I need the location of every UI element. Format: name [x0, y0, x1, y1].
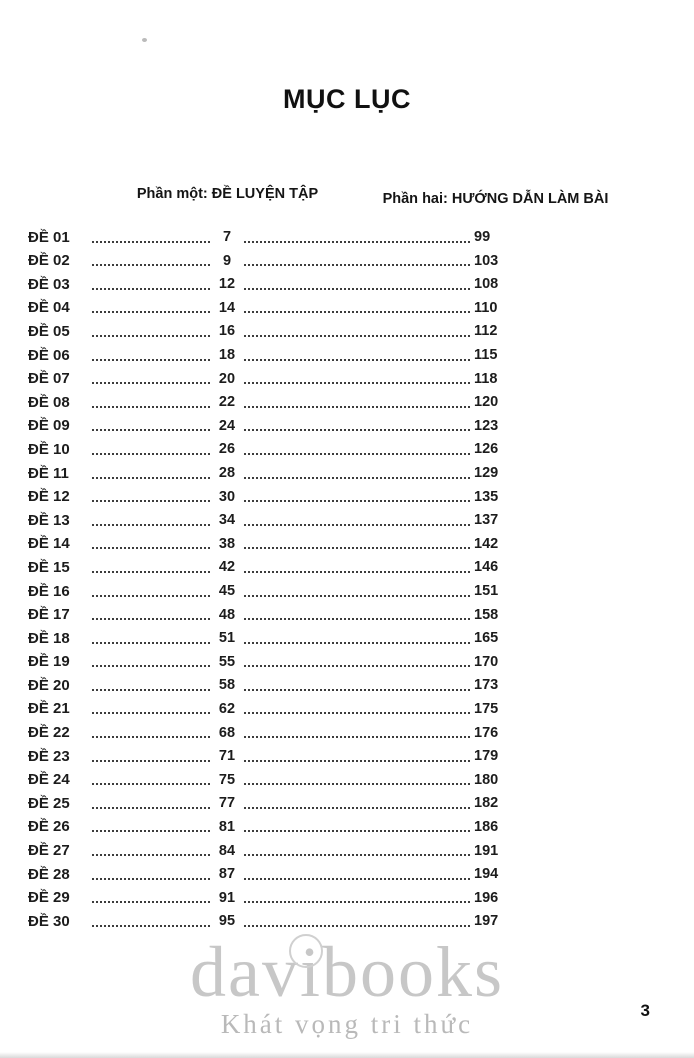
- toc-row-label: ĐỀ 08: [28, 393, 70, 411]
- scan-artifact: [142, 38, 147, 42]
- dotted-leader: [244, 642, 470, 644]
- dotted-leader: [244, 595, 470, 597]
- toc-row: [28, 339, 510, 363]
- dotted-leader: [92, 736, 210, 738]
- toc-page-part1: 81: [218, 818, 236, 835]
- toc-page-part2: 196: [474, 889, 499, 906]
- toc-page-part2: 197: [474, 913, 499, 930]
- toc-row-label: ĐỀ 28: [28, 865, 70, 883]
- dotted-leader: [92, 359, 210, 361]
- dotted-leader: [92, 878, 210, 880]
- dotted-leader: [92, 689, 210, 691]
- dotted-leader: [244, 925, 470, 927]
- toc-page-part2: 194: [474, 866, 499, 883]
- dotted-leader: [244, 382, 470, 384]
- toc-row: [28, 315, 510, 339]
- dotted-leader: [92, 429, 210, 431]
- dotted-leader: [244, 288, 470, 290]
- toc-page-part2: 110: [474, 299, 498, 316]
- toc-page-part1: 12: [218, 276, 236, 293]
- toc-page-part1: 84: [218, 842, 236, 859]
- toc-page-part2: 120: [474, 394, 499, 411]
- dotted-leader: [244, 878, 470, 880]
- toc-page-part2: 108: [474, 276, 499, 293]
- toc-row: [28, 433, 510, 457]
- dotted-leader: [92, 665, 210, 667]
- toc-page-part2: 115: [474, 347, 498, 364]
- toc-page-part2: 129: [474, 465, 499, 482]
- toc-page-part1: 71: [218, 748, 236, 765]
- toc-row: [28, 858, 510, 882]
- column-header-part-two: Phần hai: HƯỚNG DẪN LÀM BÀI: [382, 191, 609, 207]
- toc-page-part2: 112: [474, 323, 498, 340]
- toc-page-part1: 22: [218, 394, 236, 411]
- dotted-leader: [244, 335, 470, 337]
- dotted-leader: [92, 547, 210, 549]
- toc-page-part1: 14: [218, 299, 236, 316]
- toc-page-part1: 91: [218, 889, 236, 906]
- dotted-leader: [244, 241, 470, 243]
- toc-row-label: ĐỀ 25: [28, 794, 70, 812]
- toc-page-part1: 7: [222, 229, 232, 246]
- toc-page-part2: 173: [474, 677, 499, 694]
- toc-row-label: ĐỀ 22: [28, 724, 70, 742]
- toc-row: [28, 882, 510, 906]
- toc-page-part1: 26: [218, 441, 236, 458]
- dotted-leader: [92, 571, 210, 573]
- toc-row: [28, 528, 510, 552]
- toc-row: [28, 268, 510, 292]
- dotted-leader: [92, 335, 210, 337]
- toc-row-label: ĐỀ 07: [28, 370, 70, 388]
- toc-row-label: ĐỀ 06: [28, 346, 70, 364]
- toc-page-part2: 146: [474, 559, 499, 576]
- toc-row-label: ĐỀ 04: [28, 299, 70, 317]
- dotted-leader: [92, 642, 210, 644]
- toc-row-label: ĐỀ 29: [28, 889, 70, 907]
- toc-row-label: ĐỀ 13: [28, 511, 70, 529]
- dotted-leader: [92, 241, 210, 243]
- toc-row-label: ĐỀ 15: [28, 558, 70, 576]
- toc-page-part2: 182: [474, 795, 499, 812]
- toc-page-part2: 175: [474, 700, 499, 717]
- toc-page-part1: 20: [218, 370, 236, 387]
- dotted-leader: [244, 406, 470, 408]
- dotted-leader: [244, 547, 470, 549]
- toc-row: [28, 622, 510, 646]
- toc-row-label: ĐỀ 16: [28, 582, 70, 600]
- toc-page-part2: 170: [474, 653, 499, 670]
- dotted-leader: [244, 901, 470, 903]
- dotted-leader: [92, 854, 210, 856]
- toc-row-label: ĐỀ 21: [28, 700, 70, 718]
- dotted-leader: [244, 429, 470, 431]
- toc-page-part2: 191: [474, 842, 499, 859]
- dotted-leader: [92, 760, 210, 762]
- toc-row: [28, 504, 510, 528]
- toc-row-label: ĐỀ 24: [28, 771, 70, 789]
- toc-row: [28, 221, 510, 245]
- dotted-leader: [244, 736, 470, 738]
- toc-row-label: ĐỀ 09: [28, 417, 70, 435]
- toc-row: [28, 764, 510, 788]
- toc-page-part1: 48: [218, 606, 236, 623]
- dotted-leader: [244, 571, 470, 573]
- toc-row: [28, 716, 510, 740]
- toc-page-part1: 9: [222, 252, 232, 269]
- scan-edge-shadow: [0, 1052, 694, 1058]
- dotted-leader: [244, 830, 470, 832]
- watermark-logo-text: davibooks: [190, 932, 504, 1012]
- toc-row: [28, 599, 510, 623]
- dotted-leader: [244, 665, 470, 667]
- toc-page-part2: 142: [474, 535, 499, 552]
- toc-page-part1: 28: [218, 465, 236, 482]
- toc-row-label: ĐỀ 12: [28, 488, 70, 506]
- dotted-leader: [92, 311, 210, 313]
- toc-page-part2: 180: [474, 771, 499, 788]
- dotted-leader: [244, 783, 470, 785]
- toc-row: [28, 245, 510, 269]
- toc-page-part1: 38: [218, 535, 236, 552]
- dotted-leader: [92, 783, 210, 785]
- dotted-leader: [92, 453, 210, 455]
- toc-row: [28, 834, 510, 858]
- toc-page-part2: 151: [474, 583, 499, 599]
- toc-page-part1: 30: [218, 488, 236, 505]
- toc-page-part2: 179: [474, 748, 499, 765]
- dotted-leader: [92, 406, 210, 408]
- dotted-leader: [244, 712, 470, 714]
- toc-page-part1: 95: [218, 913, 236, 930]
- toc-page-part1: 75: [218, 771, 236, 788]
- dotted-leader: [92, 807, 210, 809]
- toc-row: [28, 292, 510, 316]
- toc-row: [28, 363, 510, 387]
- page-title: MỤC LỤC: [283, 84, 411, 114]
- dotted-leader: [92, 618, 210, 620]
- toc-page-part2: 135: [474, 488, 499, 505]
- toc-row: [28, 740, 510, 764]
- toc-page-part2: 176: [474, 724, 499, 741]
- dotted-leader: [244, 689, 470, 691]
- dotted-leader: [92, 500, 210, 502]
- toc-row: [28, 457, 510, 481]
- toc-page-part2: 118: [474, 370, 498, 387]
- dotted-leader: [92, 901, 210, 903]
- dotted-leader: [92, 477, 210, 479]
- toc-page-part1: 51: [218, 630, 236, 647]
- toc-rows: [28, 221, 510, 929]
- toc-row: [28, 787, 510, 811]
- toc-page-part2: 158: [474, 606, 499, 623]
- dotted-leader: [92, 264, 210, 266]
- dotted-leader: [244, 854, 470, 856]
- dotted-leader: [244, 359, 470, 361]
- toc-page-part2: 103: [474, 252, 499, 269]
- toc-row: [28, 551, 510, 575]
- toc-row: [28, 905, 510, 929]
- toc-page-part1: 68: [218, 724, 236, 741]
- toc-row-label: ĐỀ 27: [28, 842, 70, 860]
- page-number: 3: [640, 1001, 650, 1020]
- toc-page-part1: 77: [218, 795, 236, 812]
- toc-row-label: ĐỀ 14: [28, 535, 70, 553]
- toc-row: [28, 646, 510, 670]
- toc-row-label: ĐỀ 18: [28, 629, 70, 647]
- toc-page-part2: 165: [474, 630, 499, 647]
- toc-page-part1: 45: [218, 583, 236, 599]
- toc-page-part1: 18: [218, 347, 236, 364]
- toc-row-label: ĐỀ 23: [28, 747, 70, 765]
- dotted-leader: [244, 524, 470, 526]
- toc-row: [28, 410, 510, 434]
- toc-row: [28, 693, 510, 717]
- dotted-leader: [92, 925, 210, 927]
- toc-row: [28, 481, 510, 505]
- toc-row: [28, 811, 510, 835]
- dotted-leader: [244, 453, 470, 455]
- toc-page-part1: 58: [218, 677, 236, 694]
- toc-page-part1: 87: [218, 866, 236, 883]
- dotted-leader: [244, 477, 470, 479]
- toc-page-part1: 55: [218, 653, 236, 670]
- toc-row-label: ĐỀ 20: [28, 676, 70, 694]
- toc-row-label: ĐỀ 02: [28, 252, 70, 270]
- watermark-slogan: Khát vọng tri thức: [220, 1009, 474, 1039]
- dotted-leader: [92, 382, 210, 384]
- toc-row-label: ĐỀ 05: [28, 322, 70, 340]
- dotted-leader: [92, 830, 210, 832]
- toc-row-label: ĐỀ 01: [28, 228, 70, 246]
- toc-row: [28, 386, 510, 410]
- dotted-leader: [92, 712, 210, 714]
- dotted-leader: [244, 500, 470, 502]
- toc-row: [28, 575, 510, 599]
- toc-row-label: ĐỀ 11: [28, 464, 69, 482]
- toc-page-part2: 126: [474, 441, 499, 458]
- toc-page-part2: 99: [474, 229, 491, 246]
- toc-page-part1: 16: [218, 323, 236, 340]
- toc-row-label: ĐỀ 10: [28, 440, 70, 458]
- dotted-leader: [244, 618, 470, 620]
- toc-page-part1: 62: [218, 700, 236, 717]
- toc-page-part2: 186: [474, 818, 499, 835]
- toc-page-part1: 42: [218, 559, 236, 576]
- dotted-leader: [244, 807, 470, 809]
- toc-row-label: ĐỀ 30: [28, 912, 70, 930]
- dotted-leader: [244, 760, 470, 762]
- dotted-leader: [92, 288, 210, 290]
- toc-page-part1: 24: [218, 417, 236, 434]
- toc-row-label: ĐỀ 17: [28, 606, 70, 624]
- toc-row-label: ĐỀ 03: [28, 275, 70, 293]
- watermark-circle-icon: [289, 934, 323, 968]
- toc-page-part1: 34: [218, 512, 236, 529]
- toc-row-label: ĐỀ 19: [28, 653, 70, 671]
- toc-page-part2: 123: [474, 417, 499, 434]
- toc-row: [28, 669, 510, 693]
- column-header-part-one: Phần một: ĐỀ LUYỆN TẬP: [136, 186, 319, 202]
- dotted-leader: [92, 595, 210, 597]
- dotted-leader: [92, 524, 210, 526]
- dotted-leader: [244, 264, 470, 266]
- toc-row-label: ĐỀ 26: [28, 818, 70, 836]
- dotted-leader: [244, 311, 470, 313]
- toc-page-part2: 137: [474, 512, 499, 529]
